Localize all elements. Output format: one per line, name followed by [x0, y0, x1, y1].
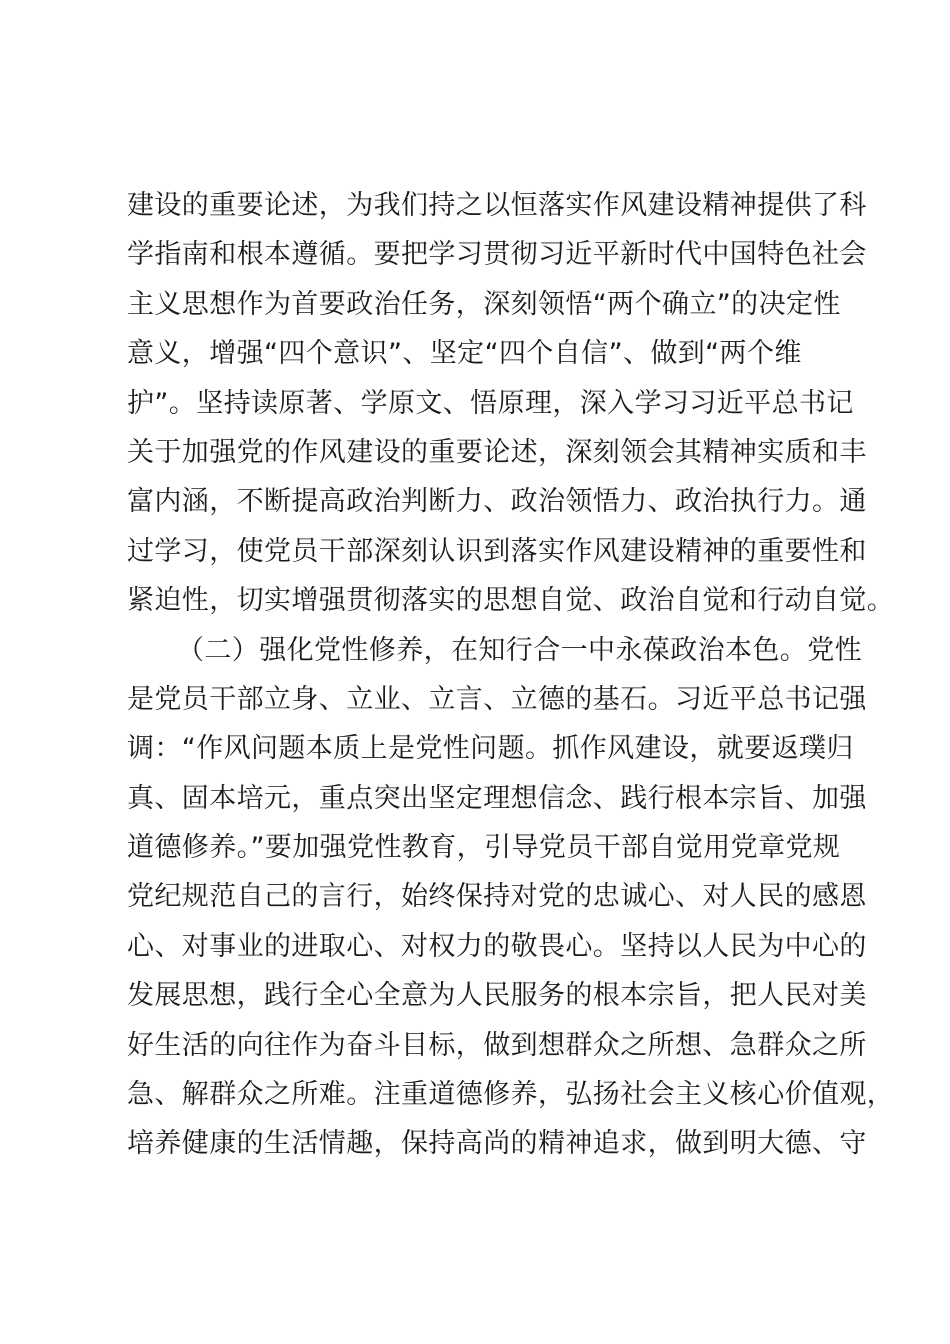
text-line: 富内涵，不断提高政治判断力、政治领悟力、政治执行力。通 [127, 486, 867, 518]
text-line: 调：“作风问题本质上是党性问题。抓作风建设，就要返璞归 [127, 733, 854, 765]
text-line: 党纪规范自己的言行，始终保持对党的忠诚心、对人民的感恩 [127, 881, 867, 913]
section-heading-line: （二）强化党性修养，在知行合一中永葆政治本色。党性 [177, 634, 862, 666]
text-line: 急、解群众之所难。注重道德修养，弘扬社会主义核心价值观， [127, 1079, 895, 1111]
text-line: 紧迫性，切实增强贯彻落实的思想自觉、政治自觉和行动自觉。 [127, 585, 895, 617]
text-line: 过学习，使党员干部深刻认识到落实作风建设精神的重要性和 [127, 535, 867, 567]
text-line: 关于加强党的作风建设的重要论述，深刻领会其精神实质和丰 [127, 436, 867, 468]
text-line: 发展思想，践行全心全意为人民服务的根本宗旨，把人民对美 [127, 980, 867, 1012]
text-line: 心、对事业的进取心、对权力的敬畏心。坚持以人民为中心的 [127, 930, 867, 962]
text-line: 护”。坚持读原著、学原文、悟原理，深入学习习近平总书记 [127, 387, 854, 419]
text-line: 是党员干部立身、立业、立言、立德的基石。习近平总书记强 [127, 683, 867, 715]
text-line: 好生活的向往作为奋斗目标，做到想群众之所想、急群众之所 [127, 1029, 867, 1061]
text-line: 建设的重要论述，为我们持之以恒落实作风建设精神提供了科 [127, 190, 867, 221]
text-line: 真、固本培元，重点突出坚定理想信念、践行根本宗旨、加强 [127, 782, 867, 814]
text-line: 意义，增强“四个意识”、坚定“四个自信”、做到“两个维 [127, 338, 802, 370]
text-line: 主义思想作为首要政治任务，深刻领悟“两个确立”的决定性 [127, 288, 841, 320]
body-text [127, 181, 895, 1169]
text-line: 学指南和根本遵循。要把学习贯彻习近平新时代中国特色社会 [127, 239, 867, 271]
text-line: 培养健康的生活情趣，保持高尚的精神追求，做到明大德、守 [127, 1128, 867, 1160]
text-line: 道德修养。”要加强党性教育，引导党员干部自觉用党章党规 [127, 832, 841, 864]
